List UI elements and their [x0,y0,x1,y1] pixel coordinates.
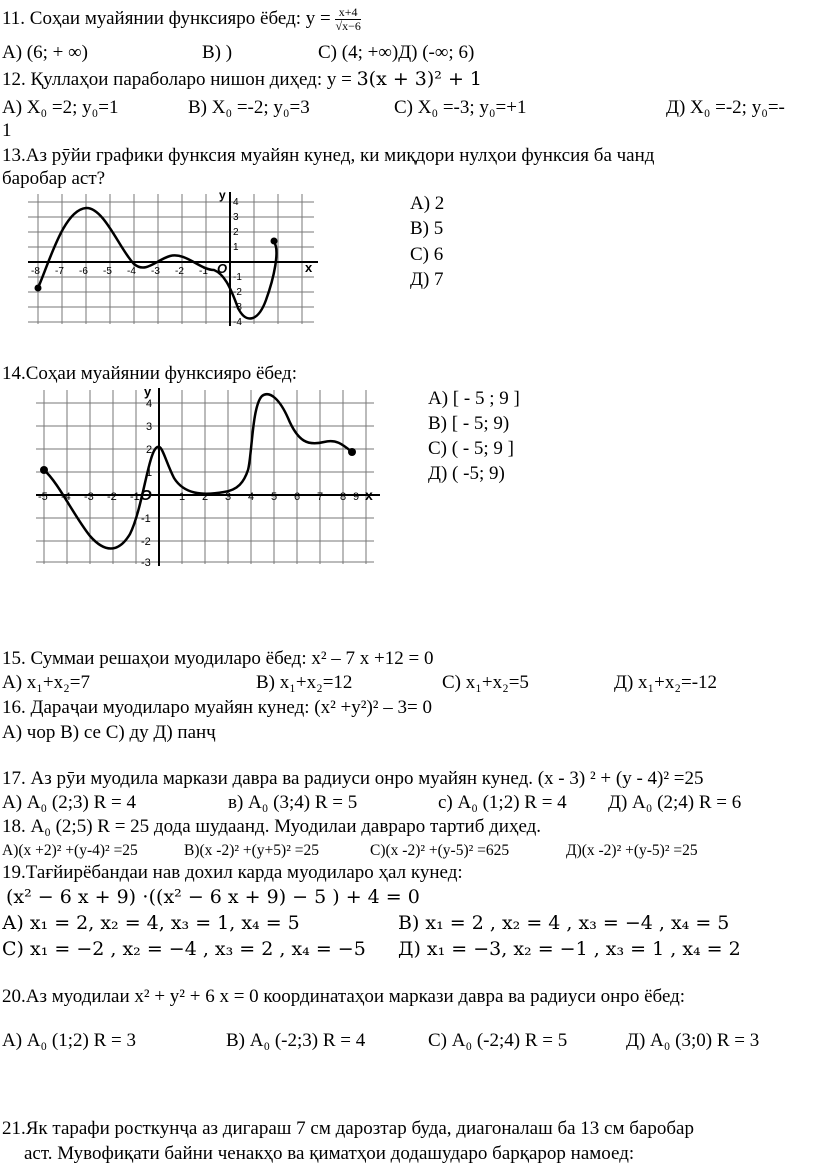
q14-y-tick: 1 [146,467,153,479]
q14-y-tick: 3 [146,421,153,433]
q18-option-b: В)(х -2)² +(у+5)² =25 [184,842,319,859]
q21-line1: 21.Як тарафи росткунҷа аз дигараш 7 см дарозтар буда, диагоналаш ба 13 см баробар [2,1118,694,1139]
q13-option-c: С) 6 [410,244,444,265]
q11-option-a: А) (6; + ∞) [2,42,88,63]
q20-stem: 20.Аз муодилаи х² + у² + 6 х = 0 координатаҳои маркази давра ва радиуси онро ёбед: [2,986,686,1007]
q12-option-b: В) X₀ =-2; y₀=3 [188,97,310,118]
q14-x-tick: -4 [61,491,71,503]
q14-option-b: В) [ - 5; 9) [428,413,510,434]
q14-endpoint-left [40,466,48,474]
q13-graph [24,190,324,328]
q13-x-tick: -1 [199,266,208,277]
q13-x-label: x [305,260,313,275]
q12-option-c: С) X₀ =-3; y₀=+1 [394,97,527,118]
q15-option-a: А) x₁+x₂=7 [2,672,90,693]
q11-frac-den: √x−6 [335,19,361,33]
q13-stem-line2: баробар аст? [2,168,106,189]
q13-option-b: В) 5 [410,218,444,239]
q13-grid [28,194,314,324]
q13-option-a: А) 2 [410,193,445,214]
q13-y-tick: -1 [233,272,242,283]
q14-origin-label: O [140,487,152,504]
q18-option-c: С)(х -2)² +(у-5)² =625 [370,842,510,859]
q14-x-tick: 8 [340,491,347,503]
q20-option-b: В) А₀ (-2;3) R = 4 [226,1030,366,1051]
q14-x-tick: 5 [271,491,278,503]
q12-formula: 3(x + 3)² + 1 [356,68,483,90]
q13-x-tick: -8 [31,266,40,277]
q14-y-tick: -3 [141,557,151,568]
q13-option-d: Д) 7 [410,269,444,290]
q14-stem: 14.Соҳаи муайянии функсияро ёбед: [2,363,297,384]
q15-option-d: Д) x₁+x₂=-12 [614,672,718,693]
q20-option-c: С) А₀ (-2;4) R = 5 [428,1030,568,1051]
q11-stem-line [2,6,361,33]
q11-fraction [335,6,360,33]
q14-x-label: x [365,487,373,503]
q13-y-tick: -3 [233,302,242,313]
q13-x-tick: -6 [79,266,88,277]
q14-y-tick-labels [141,398,152,568]
q13-y-tick: 2 [233,227,239,238]
q17-option-a: А) А₀ (2;3) R = 4 [2,792,136,813]
q18-option-d: Д)(х -2)² +(у-5)² =25 [566,842,698,859]
q15-option-c: С) x₁+x₂=5 [442,672,529,693]
q19-option-b: В) x₁ = 2 , x₂ = 4 , x₃ = −4 , x₄ = 5 [398,912,730,934]
q14-grid [36,390,374,564]
q12-option-d-wrap: 1 [2,120,12,141]
q14-y-tick: 4 [146,398,153,410]
q14-x-tick: -1 [130,491,140,503]
q14-x-tick: 6 [294,491,301,503]
q13-x-tick: -3 [151,266,160,277]
q13-endpoint-left [35,285,42,292]
q12-option-d: Д) X₀ =-2; y₀=- [666,97,785,118]
q14-graph [34,386,386,568]
q19-equation: (x² − 6 x + 9) ⋅((x² − 6 x + 9) − 5 ) + 4 = 0 [6,886,420,908]
q13-x-tick: -4 [127,266,136,277]
q14-y-tick: -2 [141,536,151,548]
q20-option-a: А) А₀ (1;2) R = 3 [2,1030,136,1051]
q18-option-a: А)(х +2)² +(у-4)² =25 [2,842,138,859]
q13-x-tick: -7 [55,266,64,277]
q11-stem: 11. Соҳаи муайянии функсияро ёбед: у = [2,7,331,29]
q14-x-tick: -2 [107,491,117,503]
q12-option-a: А) X₀ =2; y₀=1 [2,97,119,118]
q14-y-label: y [144,386,152,399]
q11-frac-num: x+4 [335,6,360,20]
q16-options: А) чор В) се С) ду Д) панҷ [2,722,216,743]
q17-option-c: с) А₀ (1;2) R = 4 [438,792,567,813]
q17-option-d: Д) А₀ (2;4) R = 6 [608,792,742,813]
q14-option-d: Д) ( -5; 9) [428,463,505,484]
q11-option-c-d: С) (4; +∞)Д) (-∞; 6) [318,42,475,63]
q19-option-d: Д) x₁ = −3, x₂ = −1 , x₃ = 1 , x₄ = 2 [398,938,741,960]
q18-stem: 18. А₀ (2;5) R = 25 дода шудаанд. Муодилаи давраро тартиб диҳед. [2,816,542,837]
q14-x-tick: 9 [353,491,360,503]
q19-option-a: А) x₁ = 2, x₂ = 4, x₃ = 1, x₄ = 5 [2,912,300,934]
q13-origin-label: O [217,261,228,276]
q14-y-tick: 2 [146,444,153,456]
q13-y-tick: 3 [233,212,239,223]
q13-y-label: y [219,190,226,202]
q16-stem: 16. Дараҷаи муодиларо муайян кунед: (x² +y²)² – 3= 0 [2,697,432,718]
q13-x-tick: -5 [103,266,112,277]
q21-line2: аст. Мувофиқати байни ченакҳо ва қиматҳои додашударо барқарор намоед: [24,1143,635,1164]
q15-option-b: В) x₁+x₂=12 [256,672,353,693]
q14-x-tick: 1 [179,491,186,503]
q12-stem-line [2,68,482,91]
q14-option-c: С) ( - 5; 9 ] [428,438,515,459]
q13-endpoint-right [271,238,278,245]
q15-stem: 15. Суммаи решаҳои муодиларо ёбед: x² – 7 x +12 = 0 [2,648,434,669]
q14-option-a: А) [ - 5 ; 9 ] [428,388,520,409]
q13-stem-line1: 13.Аз рӯйи графики функсия муайян кунед, ки миқдори нулҳои функсия ба чанд [2,145,655,166]
q14-x-tick: -3 [84,491,94,503]
q19-stem: 19.Тағйирёбандаи нав дохил карда муодиларо ҳал кунед: [2,862,463,883]
q20-option-d: Д) А₀ (3;0) R = 3 [626,1030,760,1051]
q14-y-tick: -1 [141,513,151,525]
q11-option-b: В) ) [202,42,233,63]
q14-x-tick: -5 [38,491,48,503]
q13-x-tick: -2 [175,266,184,277]
q14-x-tick: 3 [225,491,232,503]
q13-x-tick-labels [31,266,208,277]
q14-x-tick: 4 [248,491,255,503]
q17-option-b: в) А₀ (3;4) R = 5 [228,792,358,813]
q13-y-tick: -2 [233,287,242,298]
q14-endpoint-right [348,448,356,456]
q19-option-c: С) x₁ = −2 , x₂ = −4 , x₃ = 2 , x₄ = −5 [2,938,366,960]
q13-y-tick: -4 [233,317,242,328]
q13-y-tick: 4 [233,197,239,208]
q13-y-tick: 1 [233,242,239,253]
q14-x-tick: 2 [202,491,209,503]
q12-stem: 12. Қуллаҳои параболаро нишон диҳед: у = [2,69,352,90]
q17-stem: 17. Аз рӯи муодила маркази давра ва радиуси онро муайян кунед. (х - 3) ² + (у - 4)² =25 [2,768,704,789]
q14-x-tick: 7 [317,491,324,503]
